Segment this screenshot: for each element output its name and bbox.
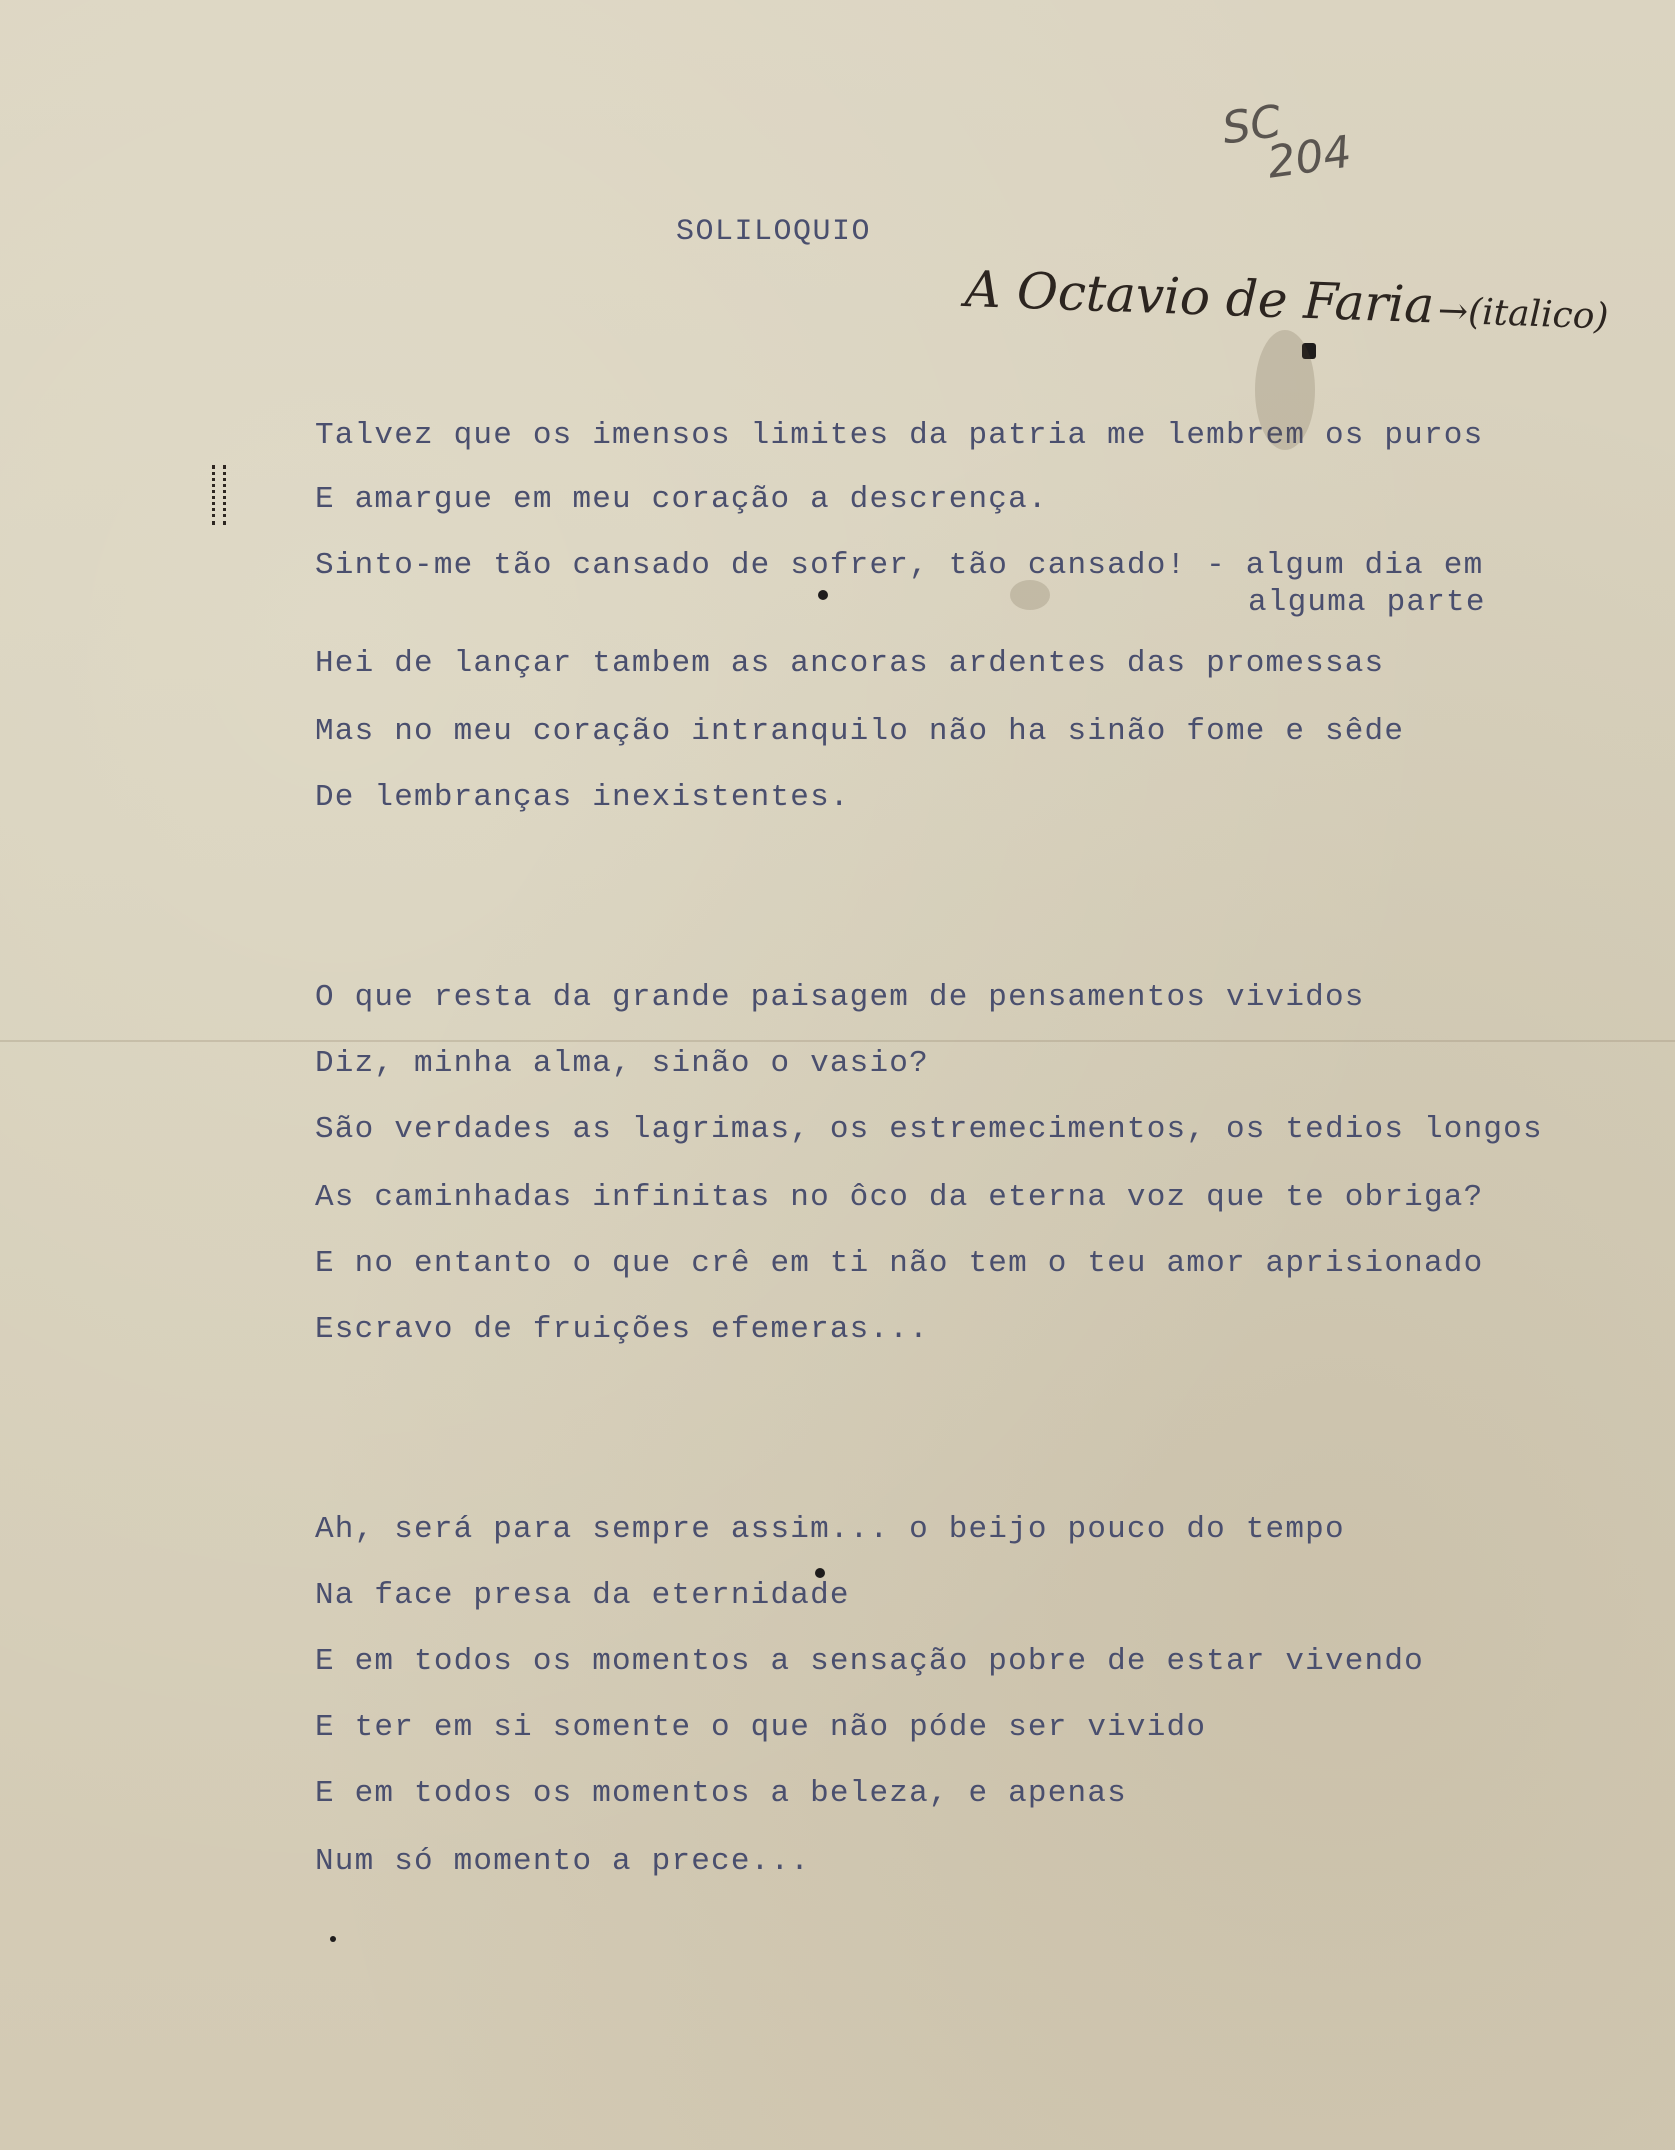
poem-line: E ter em si somente o que não póde ser vivido — [315, 1710, 1207, 1745]
poem-line: Talvez que os imensos limites da patria me lembrem os puros — [315, 418, 1484, 453]
poem-line: Diz, minha alma, sinão o vasio? — [315, 1046, 929, 1081]
poem-line: Hei de lançar tambem as ancoras ardentes das promessas — [315, 646, 1385, 681]
poem-line: Mas no meu coração intranquilo não ha sinão fome e sêde — [315, 714, 1405, 749]
poem-line: Sinto-me tão cansado de sofrer, tão cansado! - algum dia em — [315, 548, 1484, 583]
poem-line: Num só momento a prece... — [315, 1844, 811, 1879]
poem-line: São verdades as lagrimas, os estremecimentos, os tedios longos — [315, 1112, 1543, 1147]
dedication — [964, 260, 1610, 340]
poem-line: E no entanto o que crê em ti não tem o teu amor aprisionado — [315, 1246, 1484, 1281]
ink-dot — [818, 590, 828, 600]
poem-line: E em todos os momentos a sensação pobre de estar vivendo — [315, 1644, 1424, 1679]
catalog-mark-line-2: 204 — [1264, 126, 1355, 189]
poem-line: E em todos os momentos a beleza, e apenas — [315, 1776, 1127, 1811]
ink-dot — [330, 1936, 336, 1942]
poem-title: SOLILOQUIO — [676, 215, 872, 249]
paper-stain — [1255, 330, 1315, 450]
dedication-text: A Octavio de Faria — [963, 260, 1436, 335]
poem-line: Escravo de fruições efemeras... — [315, 1312, 929, 1347]
catalog-mark-line-1: SC — [1219, 95, 1285, 155]
ink-dot — [815, 1568, 825, 1578]
margin-mark — [212, 465, 226, 525]
paper-fold — [0, 1040, 1675, 1042]
dedication-note: →(italico) — [1437, 290, 1610, 338]
poem-line: As caminhadas infinitas no ôco da eterna voz que te obriga? — [315, 1180, 1484, 1215]
poem-line: Ah, será para sempre assim... o beijo pouco do tempo — [315, 1512, 1345, 1547]
poem-line: Na face presa da eternidade — [315, 1578, 850, 1613]
catalog-mark — [1220, 93, 1354, 189]
poem-line: O que resta da grande paisagem de pensamentos vividos — [315, 980, 1365, 1015]
poem-line: De lembranças inexistentes. — [315, 780, 850, 815]
poem-line: E amargue em meu coração a descrença. — [315, 482, 1048, 517]
poem-line-continuation: alguma parte — [1248, 585, 1486, 620]
paper-stain — [1010, 580, 1050, 610]
